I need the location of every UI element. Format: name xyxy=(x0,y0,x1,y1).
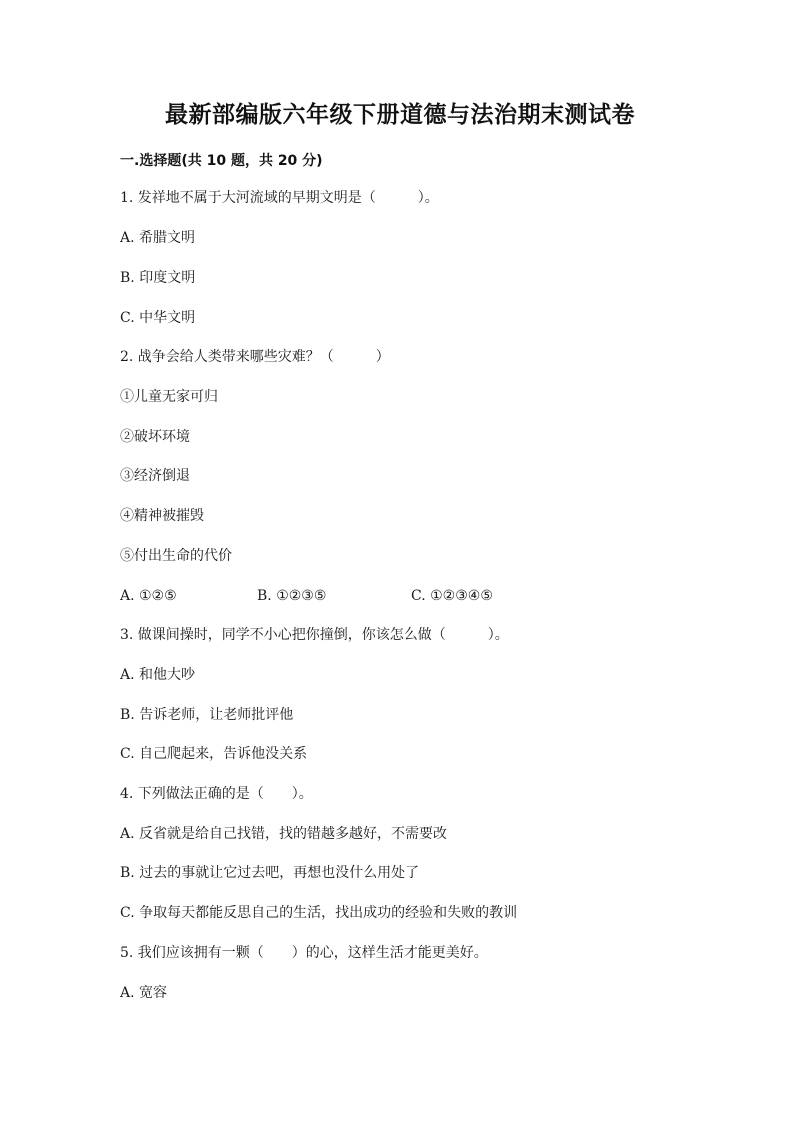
question-4-option-b: B. 过去的事就让它过去吧，再想也没什么用处了 xyxy=(120,865,420,881)
page-title: 最新部编版六年级下册道德与法治期末测试卷 xyxy=(165,102,635,128)
question-2-item-5: ⑤付出生命的代价 xyxy=(120,548,232,564)
question-3-option-b: B. 告诉老师，让老师批评他 xyxy=(120,707,294,723)
question-1-option-c: C. 中华文明 xyxy=(120,310,196,326)
question-4-option-c: C. 争取每天都能反思自己的生活，找出成功的经验和失败的教训 xyxy=(120,905,518,921)
question-1-stem: 1. 发祥地不属于大河流域的早期文明是（ ）。 xyxy=(120,190,439,206)
section-heading: 一.选择题(共 10 题，共 20 分) xyxy=(120,153,323,169)
question-2-item-4: ④精神被摧毁 xyxy=(120,508,204,524)
question-2-item-2: ②破坏环境 xyxy=(120,429,190,445)
question-2-item-1: ①儿童无家可归 xyxy=(120,389,218,405)
question-2-options-row xyxy=(120,587,680,605)
question-1-option-b: B. 印度文明 xyxy=(120,270,196,286)
question-2-item-3: ③经济倒退 xyxy=(120,468,190,484)
question-3-option-a: A. 和他大吵 xyxy=(120,667,196,683)
question-4-stem: 4. 下列做法正确的是（ ）。 xyxy=(120,786,313,802)
question-5-option-a: A. 宽容 xyxy=(120,985,168,1001)
question-2-stem: 2. 战争会给人类带来哪些灾难？（ ） xyxy=(120,349,390,365)
question-3-option-c: C. 自己爬起来，告诉他没关系 xyxy=(120,746,308,762)
question-1-option-a: A. 希腊文明 xyxy=(120,230,196,246)
question-3-stem: 3. 做课间操时，同学不小心把你撞倒，你该怎么做（ ）。 xyxy=(120,627,509,643)
question-2-option-a: A. ①②⑤ xyxy=(120,588,177,604)
question-2-option-b: B. ①②③⑤ xyxy=(257,588,327,604)
question-5-stem: 5. 我们应该拥有一颗（ ）的心，这样生活才能更美好。 xyxy=(120,945,488,961)
question-2-option-c: C. ①②③④⑤ xyxy=(411,588,493,604)
question-4-option-a: A. 反省就是给自己找错，找的错越多越好，不需要改 xyxy=(120,826,448,842)
